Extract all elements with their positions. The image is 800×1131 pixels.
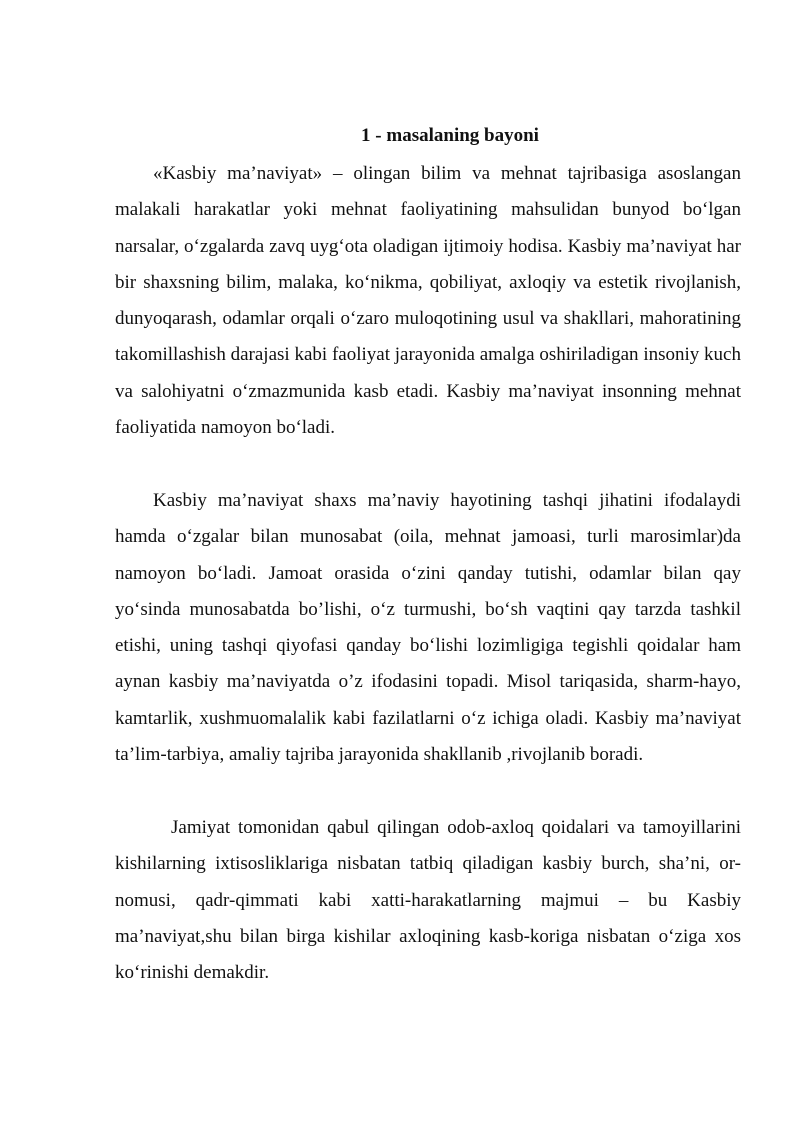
paragraph-2: Kasbiy ma’naviyat shaxs ma’naviy hayotining tashqi jihatini ifodalaydi hamda o‘zgalar bilan munosabat (oila, mehnat jamoasi, turli marosimlar)da namoyon bo‘ladi. Jamoat orasida o‘zini qanday tutishi, odamlar bilan qay yo‘sinda munosabatda bo’lishi, o‘z turmushi, bo‘sh vaqtini qay tarzda tashkil etishi, uning tashqi qiyofasi qanday bo‘lishi lozimligiga tegishli qoidalar ham aynan kasbiy ma’naviyatda o’z ifodasini topadi. Misol tariqasida, sharm-hayo, kamtarlik, xushmuomalalik kabi fazilatlarni o‘z ichiga oladi. Kasbiy ma’naviyat ta’lim-tarbiya, amaliy tajriba jarayonida shakllanib ,rivojlanib boradi.: [115, 490, 741, 766]
paragraph-3: Jamiyat tomonidan qabul qilingan odob-axloq qoidalari va tamoyillarini kishilarning ixtisosliklariga nisbatan tatbiq qiladigan kasbiy burch, sha’ni, or-nomusi, qadr-qimmati kabi xatti-harakatlarning majmui – bu Kasbiy ma’naviyat,shu bilan birga kishilar axloqining kasb-koriga nisbatan o‘ziga xos ko‘rinishi demakdir.: [115, 817, 741, 984]
paragraph-1: «Kasbiy ma’naviyat» – olingan bilim va mehnat tajribasiga asoslangan malakali harakatlar yoki mehnat faoliyatining mahsulidan bunyod bo‘lgan narsalar, o‘zgalarda zavq uyg‘ota oladigan ijtimoiy hodisa. Kasbiy ma’naviyat har bir shaxsning bilim, malaka, ko‘nikma, qobiliyat, axloqiy va estetik rivojlanish, dunyoqarash, odamlar orqali o‘zaro muloqotining usul va shakllari, mahoratining takomillashish darajasi kabi faoliyat jarayonida amalga oshiriladigan insoniy kuch va salohiyatni o‘zmazmunida kasb etadi. Kasbiy ma’naviyat insonning mehnat faoliyatida namoyon bo‘ladi.: [115, 163, 741, 439]
document-title: 1 - masalaning bayoni: [361, 125, 539, 146]
